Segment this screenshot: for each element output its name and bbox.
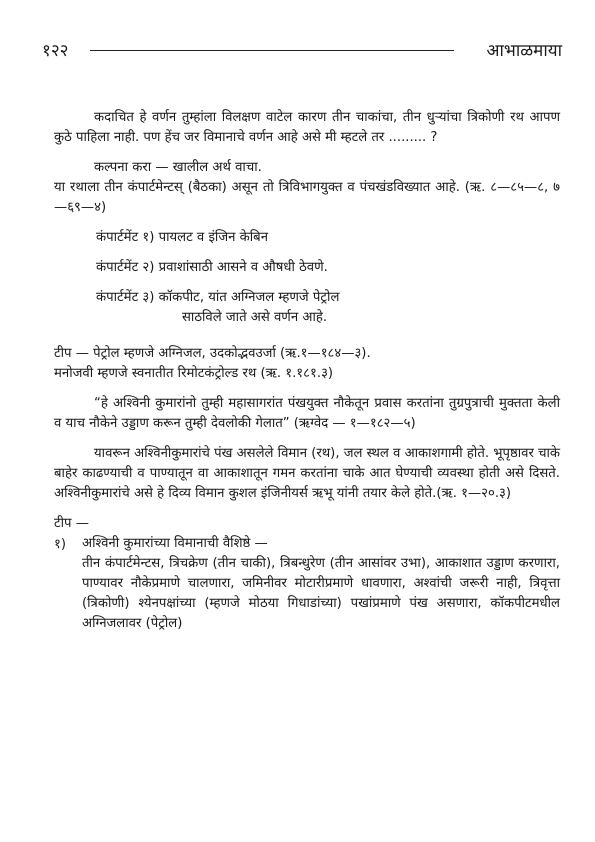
page-body [54,108,560,634]
tip-manojavi: मनोजवी म्हणजे स्वनातीत रिमोटकंट्रोल्ड रथ (ऋ. १.१८१.३) [54,366,334,381]
note-body: तीन कंपार्टमेन्टस, त्रिचक्रेण (तीन चाकी), त्रिबन्धुरेण (तीन आसांवर उभा), आकाशात उड्डाण करणारा, पाण्यावर नौकेप्रमाणे चालणारा, जमिनीवर मोटारीप्रमाणे धावणारा, अश्वांची जरूरी नाही, त्रिवृत्ता (त्रिकोणी) श्येनपक्षांच्या (म्हणजे मोठया गिधाडांच्या) पखांप्रमाणे पंख असणारा, कॉकपीटमधील अग्निजलावर (पेट्रोल) [82,556,560,631]
compartment-3-continued: साठविले जाते असे वर्णन आहे. [182,310,328,325]
paragraph-aircraft: यावरून अश्विनीकुमारांचे पंख असलेले विमान (रथ), जल स्थल व आकाशगामी होते. भूपृष्ठावर चाके बाहेर काढण्याची व पाण्यातून वा आकाशातून गमन करतांना चाके आत घेण्याची व्यवस्था होती असे दिसते. अश्विनीकुमारांचे असे हे दिव्य विमान कुशल इंजिनीयर्स ऋभू यांनी तयार केले होते.(ऋ. १—२०.३) [54,446,560,501]
quote-rigveda: “हे अश्विनी कुमारांनो तुम्ही महासागरांत पंखयुक्त नौकेतून प्रवास करतांना तुग्रपुत्राची मुक्तता केली व याच नौकेने उड्डाण करून तुम्ही देवलोकी गेलात” (ऋग्वेद — १—१८२—५) [54,396,560,431]
note-content [82,534,560,634]
compartment-3: कंपार्टमेंट ३) कॉकपीट, यांत अग्निजल म्हणजे पेट्रोल [96,290,340,305]
note-title: अश्विनी कुमारांच्या विमानाची वैशिष्ठे — [82,536,268,551]
tip-heading: टीप — [54,516,89,531]
page-number: १२२ [42,41,69,61]
page-header [42,38,562,62]
note-number: १) [54,537,67,552]
paragraph-intro: कदाचित हे वर्णन तुम्हांला विलक्षण वाटेल कारण तीन चाकांचा, तीन धुऱ्यांचा त्रिकोणी रथ आपण कुठे पाहिला नाही. पण हेंच जर विमानाचे वर्णन आहे असे मी म्हटले तर ......... ? [54,110,560,145]
paragraph-imagine-heading: कल्पना करा — खालील अर्थ वाचा. [94,160,262,175]
running-title: आभाळमाया [486,41,562,61]
header-rule [90,50,454,51]
compartment-1: कंपार्टमेंट १) पायलट व इंजिन केबिन [96,230,269,245]
note-item [54,534,560,634]
paragraph-chariot: या रथाला तीन कंपार्टमेन्टस् (बैठका) असून तो त्रिविभागयुक्त व पंचखंडविख्यात आहे. (ऋ. ८—८५—८, ७—६९—४) [54,180,560,215]
tip-petrol: टीप — पेट्रोल म्हणजे अग्निजल, उदकोद्भवउर्जा (ऋ.१—१८४—३). [54,346,371,361]
compartment-2: कंपार्टमेंट २) प्रवाशांसाठी आसने व औषधी ठेवणे. [96,260,328,275]
